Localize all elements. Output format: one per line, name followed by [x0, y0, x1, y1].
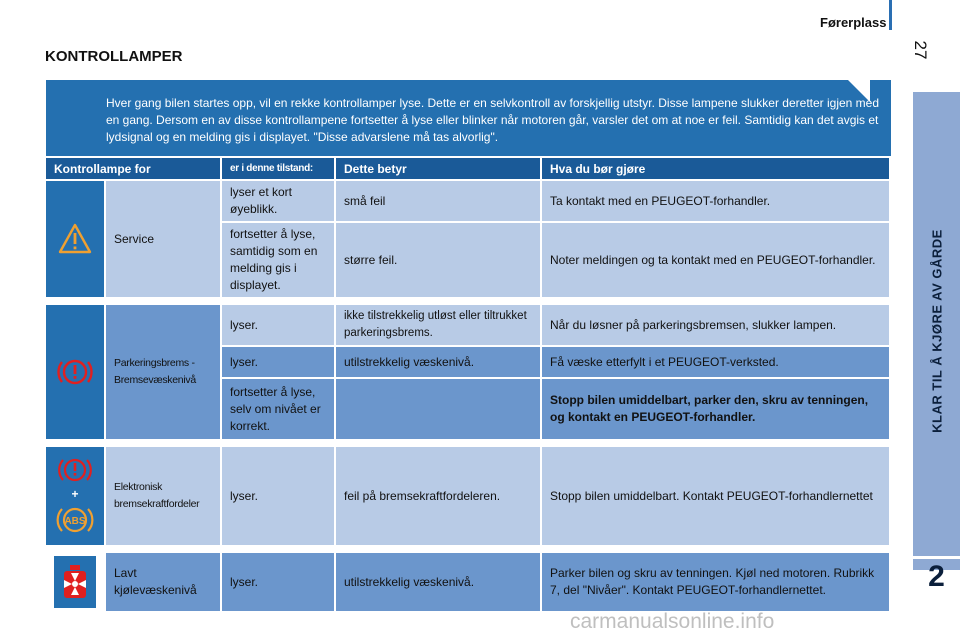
- action-cell: Få væske etterfylt i et PEUGEOT-verksted.: [542, 345, 891, 377]
- chapter-title-wrap: [913, 92, 960, 570]
- warning-triangle-icon: [58, 222, 92, 256]
- lamp-name: Service: [106, 179, 222, 297]
- icon-cell: [46, 303, 106, 439]
- state-cell: fortsetter å lyse, samtidig som en melding gis i displayet.: [222, 221, 336, 297]
- brake-warning-icon: [56, 353, 94, 391]
- col-header-meaning: Dette betyr: [336, 158, 542, 179]
- state-cell: lyser et kort øyeblikk.: [222, 179, 336, 221]
- action-cell: Noter meldingen og ta kontakt med en PEUGEOT-forhandler.: [542, 221, 891, 297]
- lamp-name: Lavt kjølevæskenivå: [106, 551, 222, 611]
- table-row: [46, 445, 891, 545]
- meaning-cell: små feil: [336, 179, 542, 221]
- lamp-name: Elektronisk bremsekraftfordeler: [106, 445, 222, 545]
- action-cell: Stopp bilen umiddelbart. Kontakt PEUGEOT-forhandlernettet: [542, 445, 891, 545]
- coolant-level-icon: [60, 563, 90, 601]
- action-cell: Stopp bilen umiddelbart, parker den, skru av tenningen, og kontakt en PEUGEOT-forhandler.: [542, 377, 891, 439]
- meaning-cell: [336, 377, 542, 439]
- state-cell: lyser.: [222, 551, 336, 611]
- table-row: [46, 303, 891, 345]
- action-cell: Parker bilen og skru av tenningen. Kjøl ned motoren. Rubrikk 7, del "Nivåer". Kontakt PEUGEOT-forhandlernettet.: [542, 551, 891, 611]
- table-header-row: [46, 158, 891, 179]
- meaning-cell: ikke tilstrekkelig utløst eller tiltrukket parkeringsbrems.: [336, 303, 542, 345]
- chapter-number: 2: [928, 560, 945, 593]
- header-rule: [889, 0, 892, 30]
- action-cell: Ta kontakt med en PEUGEOT-forhandler.: [542, 179, 891, 221]
- meaning-cell: utilstrekkelig væskenivå.: [336, 551, 542, 611]
- meaning-cell: utilstrekkelig væskenivå.: [336, 345, 542, 377]
- coolant-icon-bg: [54, 556, 96, 608]
- page-number: 27: [911, 40, 930, 60]
- section-header: Førerplass: [820, 15, 887, 30]
- state-cell: lyser.: [222, 445, 336, 545]
- svg-text:ABS: ABS: [64, 516, 86, 527]
- table-row: [46, 551, 891, 611]
- state-cell: fortsetter å lyse, selv om nivået er korrekt.: [222, 377, 336, 439]
- state-cell: lyser.: [222, 303, 336, 345]
- table-row: [46, 179, 891, 221]
- action-cell: Når du løsner på parkeringsbremsen, slukker lampen.: [542, 303, 891, 345]
- intro-text: Hver gang bilen startes opp, vil en rekke kontrollamper lyse. Dette er en selvkontroll av forskjellig utstyr. Disse lampene slukker deretter igjen med en gang. Dersom en av disse kontrollampene fortsetter å lyse eller blinker når motoren går, varsler det om at noe er feil. Samtidig kan det avgis et lydsignal og en melding gis i displayet. "Disse advarslene må tas alvorlig".: [106, 96, 880, 144]
- icon-cell: ABS +: [46, 445, 106, 545]
- col-header-lamp: Kontrollampe for: [46, 158, 222, 179]
- page-title: KONTROLLAMPER: [45, 48, 183, 65]
- state-cell: lyser.: [222, 345, 336, 377]
- icon-cell: [46, 179, 106, 297]
- meaning-cell: større feil.: [336, 221, 542, 297]
- col-header-action: Hva du bør gjøre: [542, 158, 891, 179]
- lamp-name: Parkeringsbrems - Bremsevæskenivå: [106, 303, 222, 439]
- watermark: carmanualsonline.info: [570, 610, 775, 633]
- warning-lamp-table: [46, 158, 891, 611]
- icon-cell: [46, 551, 106, 611]
- chapter-title: KLAR TIL Å KJØRE AV GÅRDE: [929, 229, 944, 433]
- col-header-state: er i denne tilstand:: [222, 158, 336, 179]
- meaning-cell: feil på bremsekraftfordeleren.: [336, 445, 542, 545]
- chapter-divider: [913, 556, 960, 559]
